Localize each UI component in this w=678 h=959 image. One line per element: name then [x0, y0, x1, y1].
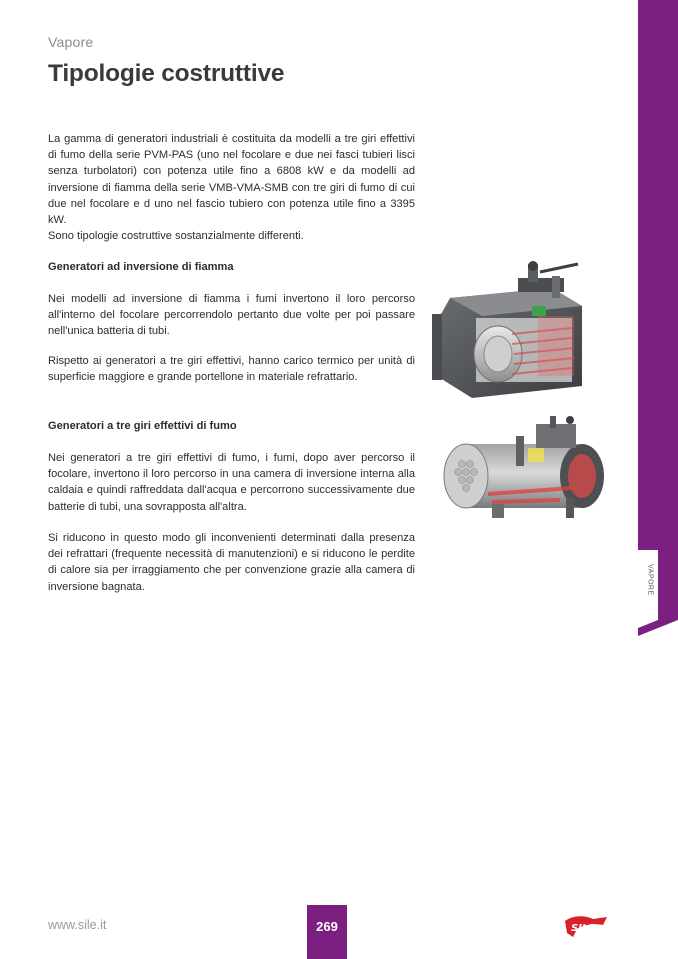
intro-block	[48, 131, 415, 244]
paragraph-tre-giri-1: Nei generatori a tre giri effettivi di fumo, i fumi, dopo aver percorso il focolare, invertono il loro percorso in una camera di inversione interna alla caldaia e quindi raffreddata dall'acqua e percorrono successivamente due batterie di tubi, una sovrapposta all'altra.	[48, 452, 415, 513]
side-tab-label: VAPORE	[646, 564, 654, 596]
side-tab	[638, 0, 678, 959]
footer-url[interactable]: www.sile.it	[48, 918, 107, 932]
svg-text:SILE: SILE	[571, 923, 596, 934]
intro-paragraph-2: Sono tipologie costruttive sostanzialmente differenti.	[48, 230, 304, 243]
page-number: 269	[307, 905, 347, 959]
paragraph-inversione-2: Rispetto ai generatori a tre giri effettivi, hanno carico termico per unità di superficie maggiore e grande portellone in materiale refrattario.	[48, 355, 415, 384]
three-pass-boiler-illustration	[432, 416, 607, 526]
paragraph-inversione-1: Nei modelli ad inversione di fiamma i fumi invertono il loro percorso all'interno del focolare percorrendolo pertanto due volte per poi passare nell'unica batteria di tubi.	[48, 293, 415, 338]
section-label: Vapore	[48, 34, 94, 50]
sile-logo-icon	[563, 913, 609, 939]
intro-paragraph: La gamma di generatori industriali è costituita da modelli a tre giri effettivi di fumo della serie PVM-PAS (uno nel focolare e due nei fasci tubieri lisci senza turbolatori) con potenza utile fino a 6808 kW e da modelli ad inversione di fiamma della serie VMB-VMA-SMB con tre giri di fumo di cui due nel focolare e d uno nel fascio tubiero con potenza utile fino a 3395 kW.	[48, 133, 415, 227]
subheading-tre-giri: Generatori a tre giri effettivi di fumo	[48, 420, 237, 432]
page-title: Tipologie costruttive	[48, 60, 285, 87]
subheading-inversione: Generatori ad inversione di fiamma	[48, 261, 234, 273]
flame-inversion-boiler-illustration	[432, 258, 585, 404]
paragraph-tre-giri-2: Si riducono in questo modo gli inconvenienti determinati dalla presenza dei refrattari (frequente necessità di manutenzioni) e si riducono le perdite di calore sia per irraggiamento che per convenzione grazie alla camera di inversione bagnata.	[48, 532, 415, 593]
